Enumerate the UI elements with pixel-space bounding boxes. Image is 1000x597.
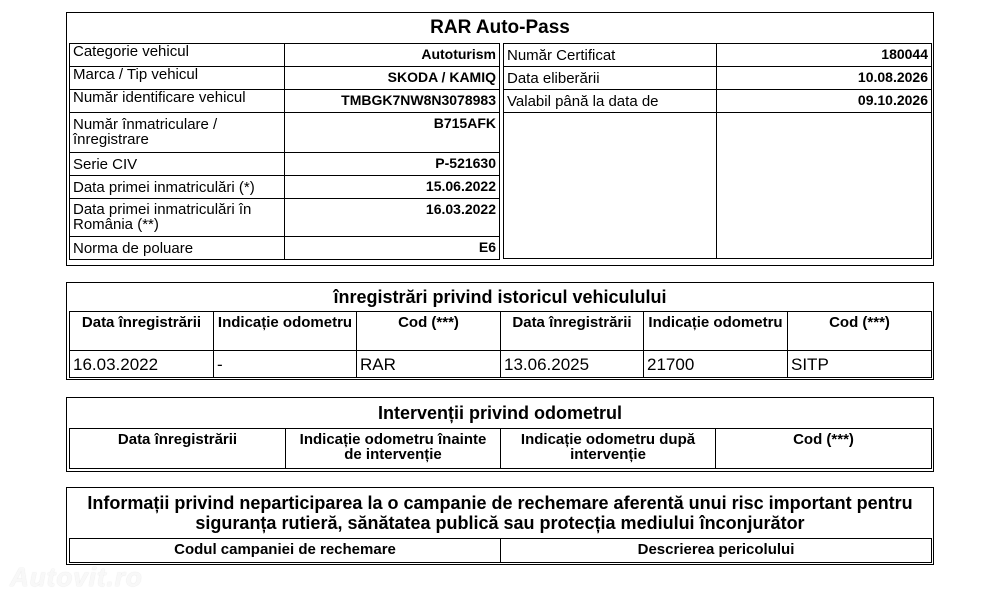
history-cell-date-1: 16.03.2022 — [70, 351, 214, 378]
value-first-registration-romania: 16.03.2022 — [285, 199, 500, 237]
recall-title: Informații privind neparticiparea la o campanie de rechemare aferentă unui risc important pentru siguranța rutieră, sănătatea publică sau protecția mediului înconjurător — [87, 493, 913, 533]
label-registration-number: Număr înmatriculare / înregistrare — [70, 113, 285, 153]
history-header-odometer-1: Indicație odometru — [214, 312, 357, 351]
odometer-section — [66, 397, 934, 472]
odometer-table — [69, 428, 932, 469]
label-category: Categorie vehicul — [70, 44, 285, 67]
auto-pass-section — [66, 12, 934, 266]
history-table — [69, 311, 932, 378]
certificate-table — [503, 43, 932, 259]
history-header-date-2: Data înregistrării — [501, 312, 644, 351]
label-certificate-number: Număr Certificat — [504, 44, 717, 67]
recall-header-hazard-description: Descrierea pericolului — [501, 539, 932, 563]
label-emission-standard: Norma de poluare — [70, 237, 285, 260]
value-vin: TMBGK7NW8N3078983 — [285, 90, 500, 113]
label-valid-until: Valabil până la data de — [504, 90, 717, 113]
empty-cell — [504, 113, 717, 259]
value-valid-until: 09.10.2026 — [717, 90, 932, 113]
label-first-registration-romania: Data primei inmatriculări în România (**) — [70, 199, 285, 237]
table-row — [70, 351, 932, 378]
history-cell-odometer-2: 21700 — [644, 351, 788, 378]
history-title: înregistrări privind istoricul vehiculului — [333, 287, 667, 307]
odometer-header-code: Cod (***) — [716, 429, 932, 469]
value-emission-standard: E6 — [285, 237, 500, 260]
label-make-model: Marca / Tip vehicul — [70, 67, 285, 90]
label-issue-date: Data eliberării — [504, 67, 717, 90]
value-registration-number: B715AFK — [285, 113, 500, 153]
odometer-header-date: Data înregistrării — [70, 429, 286, 469]
value-issue-date: 10.08.2026 — [717, 67, 932, 90]
history-header-odometer-2: Indicație odometru — [644, 312, 788, 351]
value-category: Autoturism — [285, 44, 500, 67]
history-cell-code-2: SITP — [788, 351, 932, 378]
recall-section — [66, 487, 934, 565]
history-header-date-1: Data înregistrării — [70, 312, 214, 351]
history-header-code-2: Cod (***) — [788, 312, 932, 351]
odometer-header-before: Indicație odometru înainte de intervenție — [286, 429, 501, 469]
value-certificate-number: 180044 — [717, 44, 932, 67]
value-make-model: SKODA / KAMIQ — [285, 67, 500, 90]
section-title: RAR Auto-Pass — [430, 17, 570, 38]
label-vin: Număr identificare vehicul — [70, 90, 285, 113]
watermark-logo: Autovit.ro — [10, 562, 143, 592]
label-civ-series: Serie CIV — [70, 153, 285, 176]
value-first-registration: 15.06.2022 — [285, 176, 500, 199]
history-header-code-1: Cod (***) — [357, 312, 501, 351]
history-section — [66, 282, 934, 380]
history-cell-odometer-1: - — [214, 351, 357, 378]
empty-cell — [717, 113, 932, 259]
odometer-title: Intervenții privind odometrul — [377, 403, 623, 423]
vehicle-info-table — [69, 43, 500, 260]
label-first-registration: Data primei inmatriculări (*) — [70, 176, 285, 199]
recall-header-campaign-code: Codul campaniei de rechemare — [70, 539, 501, 563]
history-cell-code-1: RAR — [357, 351, 501, 378]
recall-table — [69, 538, 932, 563]
odometer-header-after: Indicație odometru după intervenție — [501, 429, 716, 469]
history-cell-date-2: 13.06.2025 — [501, 351, 644, 378]
value-civ-series: P-521630 — [285, 153, 500, 176]
